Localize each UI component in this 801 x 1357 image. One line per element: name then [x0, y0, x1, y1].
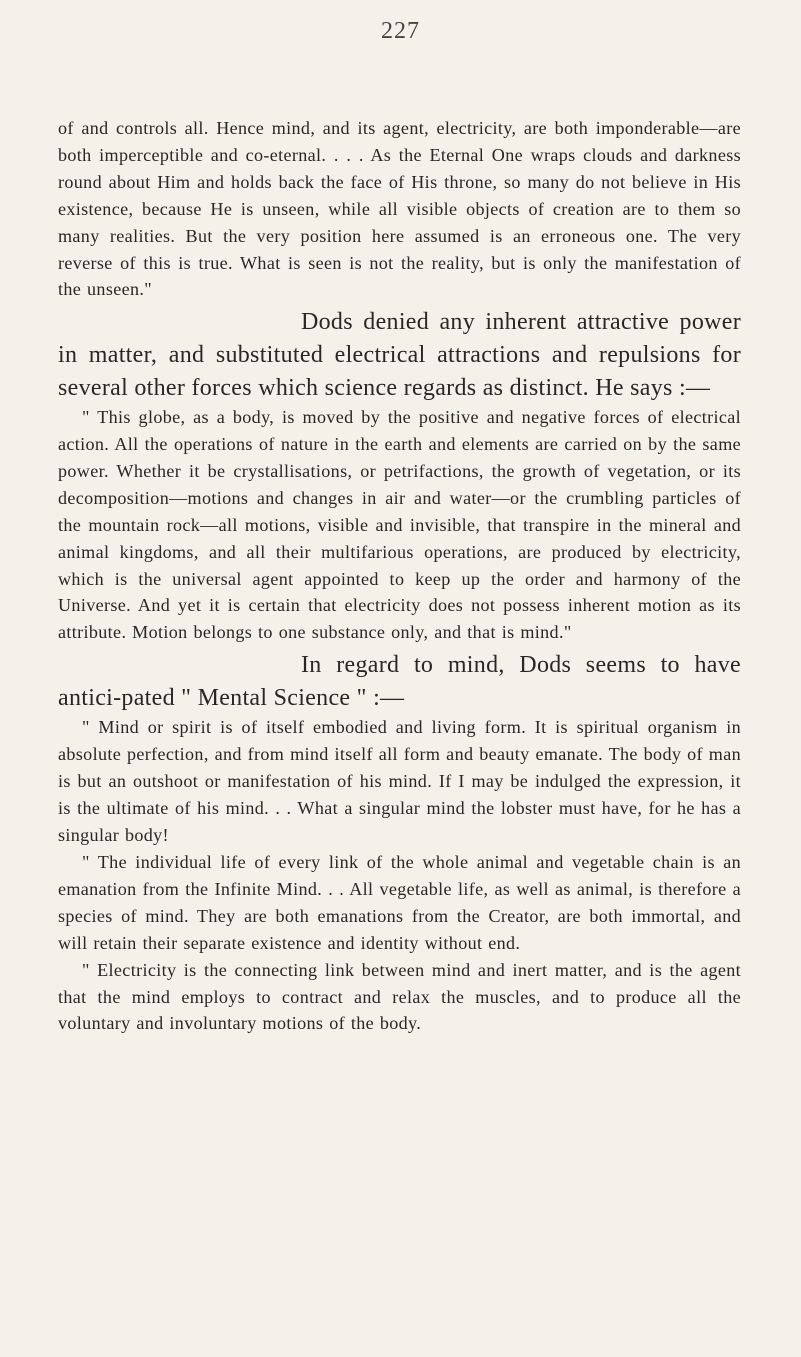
- quote-continuation-paragraph: of and controls all. Hence mind, and its agent, electricity, are both imponderable—are both imperceptible and co-eternal. . . . As the Eternal One wraps clouds and darkness round about Him and holds back the face of His throne, so many do not believe in His existence, because He is unseen, while all visible objects of creation are to them so many realities. But the very position here assumed is an erroneous one. The very reverse of this is true. What is seen is not the reality, but is only the manifestation of the unseen.": [58, 118, 741, 300]
- quote-paragraph: " Electricity is the connecting link between mind and inert matter, and is the agent that the mind employs to contract and relax the muscles, and to produce all the voluntary and involuntary motions of the body.: [58, 959, 741, 1034]
- commentary-paragraph: Dods denied any inherent attractive power in matter, and substituted electrical attractions and repulsions for several other forces which science regards as distinct. He says :—: [58, 309, 741, 401]
- page-number: 227: [381, 18, 420, 44]
- quote-paragraph: " The individual life of every link of the whole animal and vegetable chain is an emanation from the Infinite Mind. . . All vegetable life, as well as animal, is therefore a species of mind. They are both emanations from the Creator, are both immortal, and will retain their separate existence and identity without end.: [58, 852, 741, 953]
- quote-paragraph: " This globe, as a body, is moved by the positive and negative forces of electrical action. All the operations of nature in the earth and elements are carried on by the same power. Whether it be crystallisations, or petrifactions, the growth of vegetation, or its decomposition—motions and changes in air and water—or the crumbling particles of the mountain rock—all motions, visible and invisible, that transpire in the mineral and animal kingdoms, and all their multifarious operations, are produced by electricity, which is the universal agent appointed to keep up the order and harmony of the Universe. And yet it is certain that electricity does not possess inherent motion as its attribute. Motion belongs to one substance only, and that is mind.": [58, 407, 741, 643]
- page-body: [58, 115, 741, 1037]
- quote-paragraph: " Mind or spirit is of itself embodied and living form. It is spiritual organism in absolute perfection, and from mind itself all form and beauty emanate. The body of man is but an outshoot or manifestation of his mind. If I may be indulged the expression, it is the ultimate of his mind. . . What a singular mind the lobster must have, for he has a singular body!: [58, 717, 741, 846]
- commentary-paragraph: In regard to mind, Dods seems to have antici-pated " Mental Science " :—: [58, 652, 741, 711]
